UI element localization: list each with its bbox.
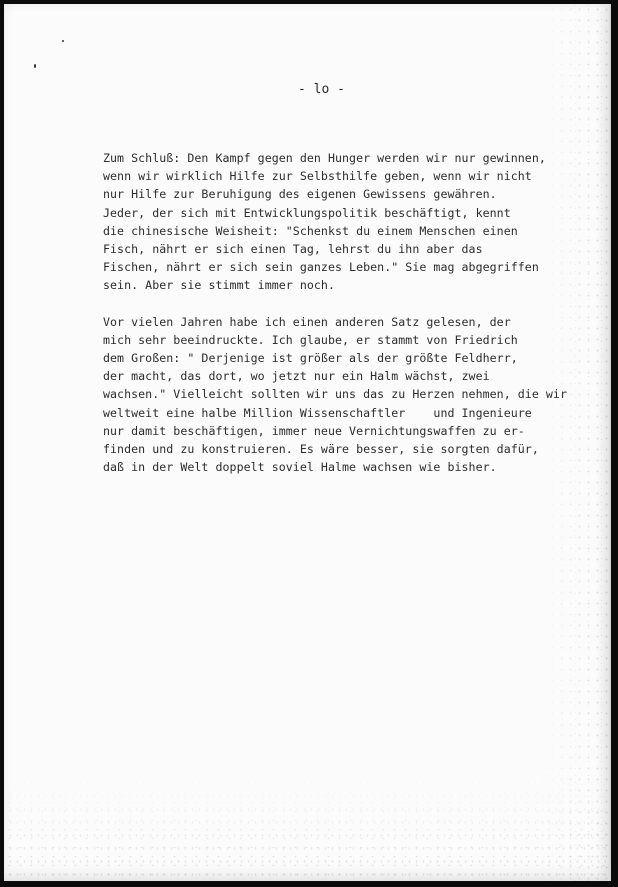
text-line: dem Großen: " Derjenige ist größer als der größte Feldherr, (103, 351, 518, 366)
scan-noise-bottom (4, 771, 609, 881)
text-line: daß in der Welt doppelt soviel Halme wachsen wie bisher. (103, 460, 497, 475)
text-line: weltweit eine halbe Million Wissenschaftler und Ingenieure (103, 405, 532, 420)
text-line: die chinesische Weisheit: "Schenkst du einem Menschen einen (103, 223, 518, 238)
scan-speck (34, 64, 36, 68)
text-line: nur damit beschäftigen, immer neue Vernichtungswaffen zu er- (103, 423, 525, 438)
text-line: Zum Schluß: Den Kampf gegen den Hunger werden wir nur gewinnen, (103, 151, 546, 165)
body-text (103, 149, 567, 476)
text-line: mich sehr beeindruckte. Ich glaube, er stammt von Friedrich (103, 332, 518, 347)
text-line: finden und zu konstruieren. Es wäre besser, sie sorgten dafür, (103, 442, 539, 457)
paragraph-2 (103, 313, 567, 477)
text-line: nur Hilfe zur Beruhigung des eigenen Gewissens gewähren. (103, 187, 497, 202)
page-number: - lo - (298, 82, 345, 97)
document-page (4, 4, 611, 881)
paragraph-gap (103, 295, 563, 313)
text-line: wachsen." Vielleicht sollten wir uns das zu Herzen nehmen, die wir (103, 387, 567, 402)
text-line: Fisch, nährt er sich einen Tag, lehrst du ihn aber das (103, 242, 483, 257)
scan-speck (62, 40, 64, 42)
text-line: Jeder, der sich mit Entwicklungspolitik beschäftigt, kennt (103, 205, 511, 220)
text-line: der macht, das dort, wo jetzt nur ein Halm wächst, zwei (103, 369, 490, 384)
paragraph-1 (103, 149, 563, 295)
text-line: sein. Aber sie stimmt immer noch. (103, 278, 335, 293)
text-line: Vor vielen Jahren habe ich einen anderen Satz gelesen, der (103, 314, 511, 329)
text-line: wenn wir wirklich Hilfe zur Selbsthilfe geben, wenn wir nicht (103, 169, 532, 184)
text-line: Fischen, nährt er sich sein ganzes Leben." Sie mag abgegriffen (103, 260, 539, 275)
